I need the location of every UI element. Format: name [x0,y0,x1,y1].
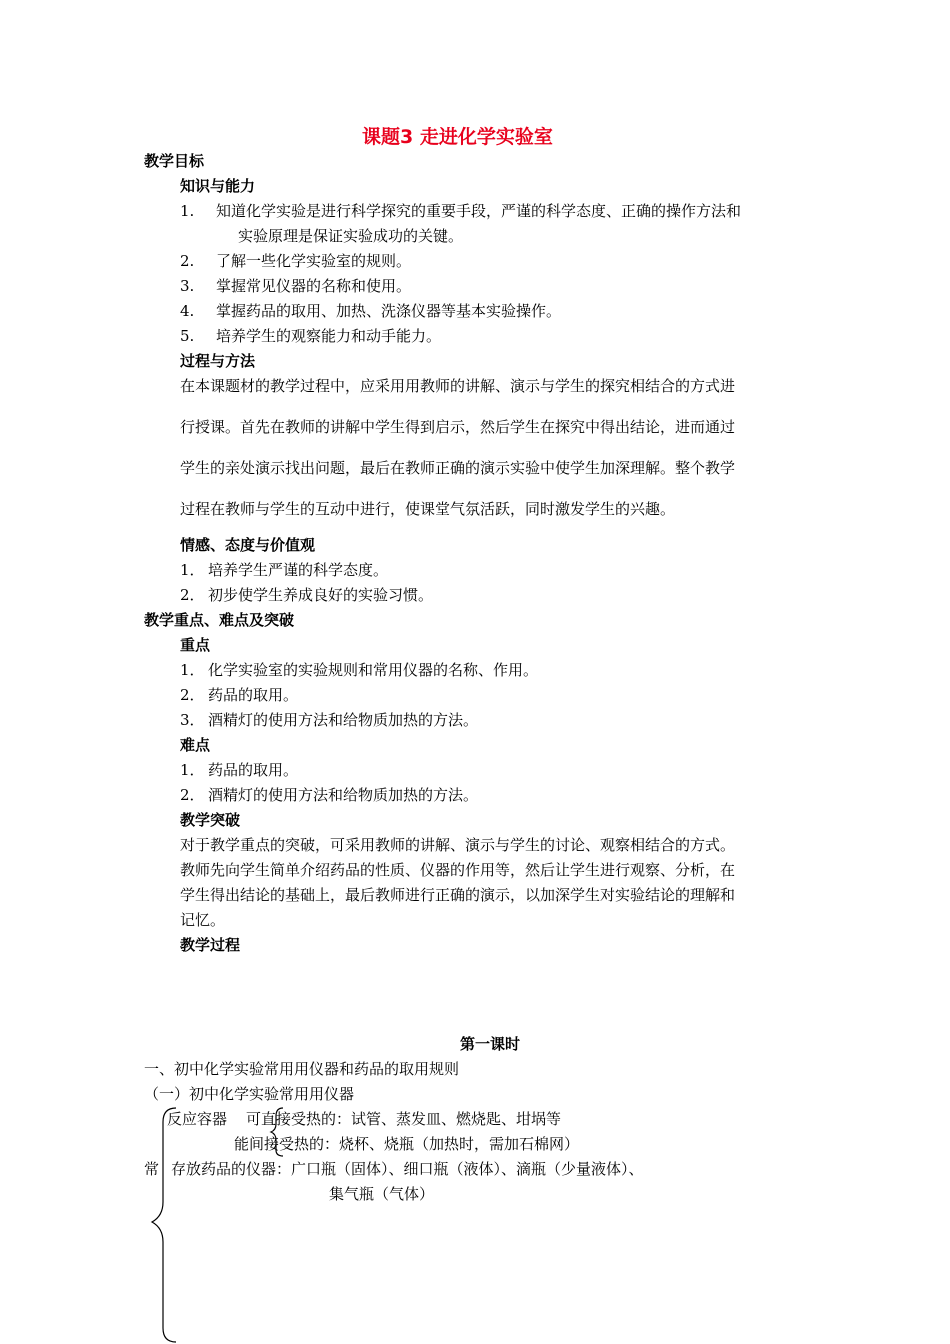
attitude-item-num: 2． [180,586,205,604]
lesson-heading: 第一课时 [460,1035,521,1053]
difficulty-item-text: 酒精灯的使用方法和给物质加热的方法。 [208,786,479,804]
difficulty-item-num: 2． [180,786,205,804]
knowledge-item-num: 4. [180,302,195,320]
process-paragraph-line: 过程在教师与学生的互动中进行，使课堂气氛活跃，同时激发学生的兴趣。 [180,500,676,518]
focus-item-num: 2． [180,686,205,704]
large-brace [152,1108,176,1342]
storage-line: 存放药品的仪器：广口瓶（固体）、细口瓶（液体）、滴瓶（少量液体）、 [171,1160,644,1178]
focus-heading: 重点 [180,636,211,654]
small-brace [271,1108,283,1156]
section-heading: 一、初中化学实验常用用仪器和药品的取用规则 [144,1060,460,1078]
breakthrough-paragraph-line: 学生得出结论的基础上，最后教师进行正确的演示，以加深学生对实验结论的理解和 [180,886,736,904]
focus-item-num: 3． [180,711,205,729]
knowledge-item-text-cont: 实验原理是保证实验成功的关键。 [238,227,464,245]
knowledge-item-num: 1. [180,202,195,220]
knowledge-item-text: 知道化学实验是进行科学探究的重要手段，严谨的科学态度、正确的操作方法和 [216,202,742,220]
focus-item-num: 1． [180,661,205,679]
subsection-heading: （一）初中化学实验常用用仪器 [144,1085,355,1103]
objectives-heading: 教学目标 [144,152,205,170]
keypoints-heading: 教学重点、难点及突破 [144,611,295,629]
process-paragraph-line: 行授课。首先在教师的讲解中学生得到启示，然后学生在探究中得出结论，进而通过 [180,418,736,436]
indirect-heat-line: 能间接受热的：烧杯、烧瓶（加热时，需加石棉网） [234,1135,580,1153]
difficulty-item-num: 1． [180,761,205,779]
teaching-process-heading: 教学过程 [180,936,241,954]
knowledge-item-text: 掌握常见仪器的名称和使用。 [216,277,412,295]
knowledge-item-num: 3. [180,277,195,295]
difficulty-item-text: 药品的取用。 [208,761,299,779]
breakthrough-paragraph-line: 对于教学重点的突破，可采用教师的讲解、演示与学生的讨论、观察相结合的方式。 [180,836,736,854]
knowledge-item-text: 培养学生的观察能力和动手能力。 [216,327,442,345]
focus-item-text: 化学实验室的实验规则和常用仪器的名称、作用。 [208,661,539,679]
process-heading: 过程与方法 [180,352,256,370]
knowledge-item-num: 5. [180,327,195,345]
knowledge-item-num: 2. [180,252,195,270]
breakthrough-paragraph-line: 记忆。 [180,911,226,929]
attitude-item-num: 1． [180,561,205,579]
difficulty-heading: 难点 [180,736,211,754]
breakthrough-paragraph-line: 教师先向学生简单介绍药品的性质、仪器的作用等，然后让学生进行观察、分析，在 [180,861,736,879]
knowledge-item-text: 掌握药品的取用、加热、洗涤仪器等基本实验操作。 [216,302,562,320]
storage-line-cont: 集气瓶（气体） [329,1185,435,1203]
attitude-item-text: 培养学生严谨的科学态度。 [208,561,389,579]
reaction-container-label: 反应容器 [167,1110,228,1128]
focus-item-text: 酒精灯的使用方法和给物质加热的方法。 [208,711,479,729]
process-paragraph-line: 在本课题材的教学过程中，应采用用教师的讲解、演示与学生的探究相结合的方式进 [180,377,736,395]
attitude-item-text: 初步使学生养成良好的实验习惯。 [208,586,434,604]
process-paragraph-line: 学生的亲处演示找出问题，最后在教师正确的演示实验中使学生加深理解。整个教学 [180,459,736,477]
knowledge-heading: 知识与能力 [180,177,256,195]
attitude-heading: 情感、态度与价值观 [180,536,316,554]
breakthrough-heading: 教学突破 [180,811,241,829]
common-label: 常 [144,1160,160,1178]
focus-item-text: 药品的取用。 [208,686,299,704]
page-title: 课题3 走进化学实验室 [362,126,553,148]
knowledge-item-text: 了解一些化学实验室的规则。 [216,252,412,270]
direct-heat-line: 可直接受热的：试管、蒸发皿、燃烧匙、坩埚等 [246,1110,562,1128]
